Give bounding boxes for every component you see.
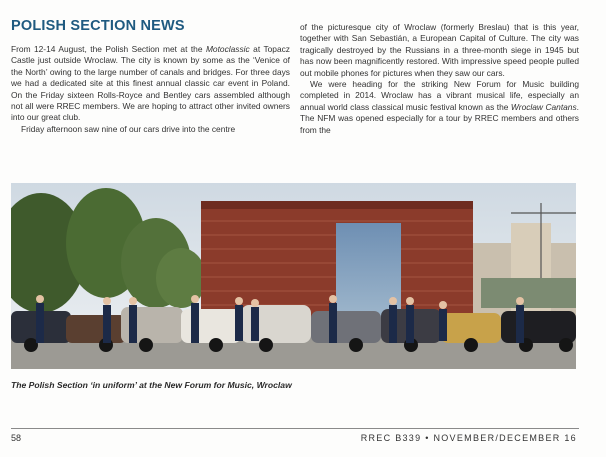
group-photo <box>11 183 576 369</box>
photo-illustration <box>11 183 576 369</box>
article-heading: POLISH SECTION NEWS <box>11 18 185 34</box>
paragraph: We were heading for the striking New Forum for Music building completed in 2014. Wroclaw has a vibrant musical life, especially an annual world class classical music festival known as the Wroclaw Cantans. The NFM was opened especially for a tour by RREC members and others from the <box>300 79 579 135</box>
paragraph: From 12-14 August, the Polish Section met at the Motoclassic at Topacz Castle just outside Wroclaw. The city is known by some as the ‘Venice of the North’ owing to the large number of canals and bridges. For three days we had a dedicated site at this finest annual classic car event in Poland. On the Friday sixteen Rolls-Royce and Bentley cars assembled although not all were RREC members. We are hoping to attract other invited owners into our great club. <box>11 44 290 123</box>
footer-divider <box>11 428 579 429</box>
photo-caption: The Polish Section ‘in uniform’ at the New Forum for Music, Wroclaw <box>11 380 292 390</box>
issue-label: RREC B339 • NOVEMBER/DECEMBER 16 <box>360 433 577 443</box>
page-number: 58 <box>11 433 22 443</box>
paragraph: Friday afternoon saw nine of our cars drive into the centre <box>21 123 236 134</box>
paragraph: of the picturesque city of Wroclaw (formerly Breslau) that is this year, together with San Sebastián, a European Capital of Culture. The city was tragically destroyed by the Russians in a three-month siege in 1945 but has now been magnificently restored. With impressive speed people pulled out mobile phones for pictures when they saw our cars. <box>300 22 579 78</box>
article-column-1 <box>11 44 290 135</box>
article-column-2 <box>300 22 579 136</box>
